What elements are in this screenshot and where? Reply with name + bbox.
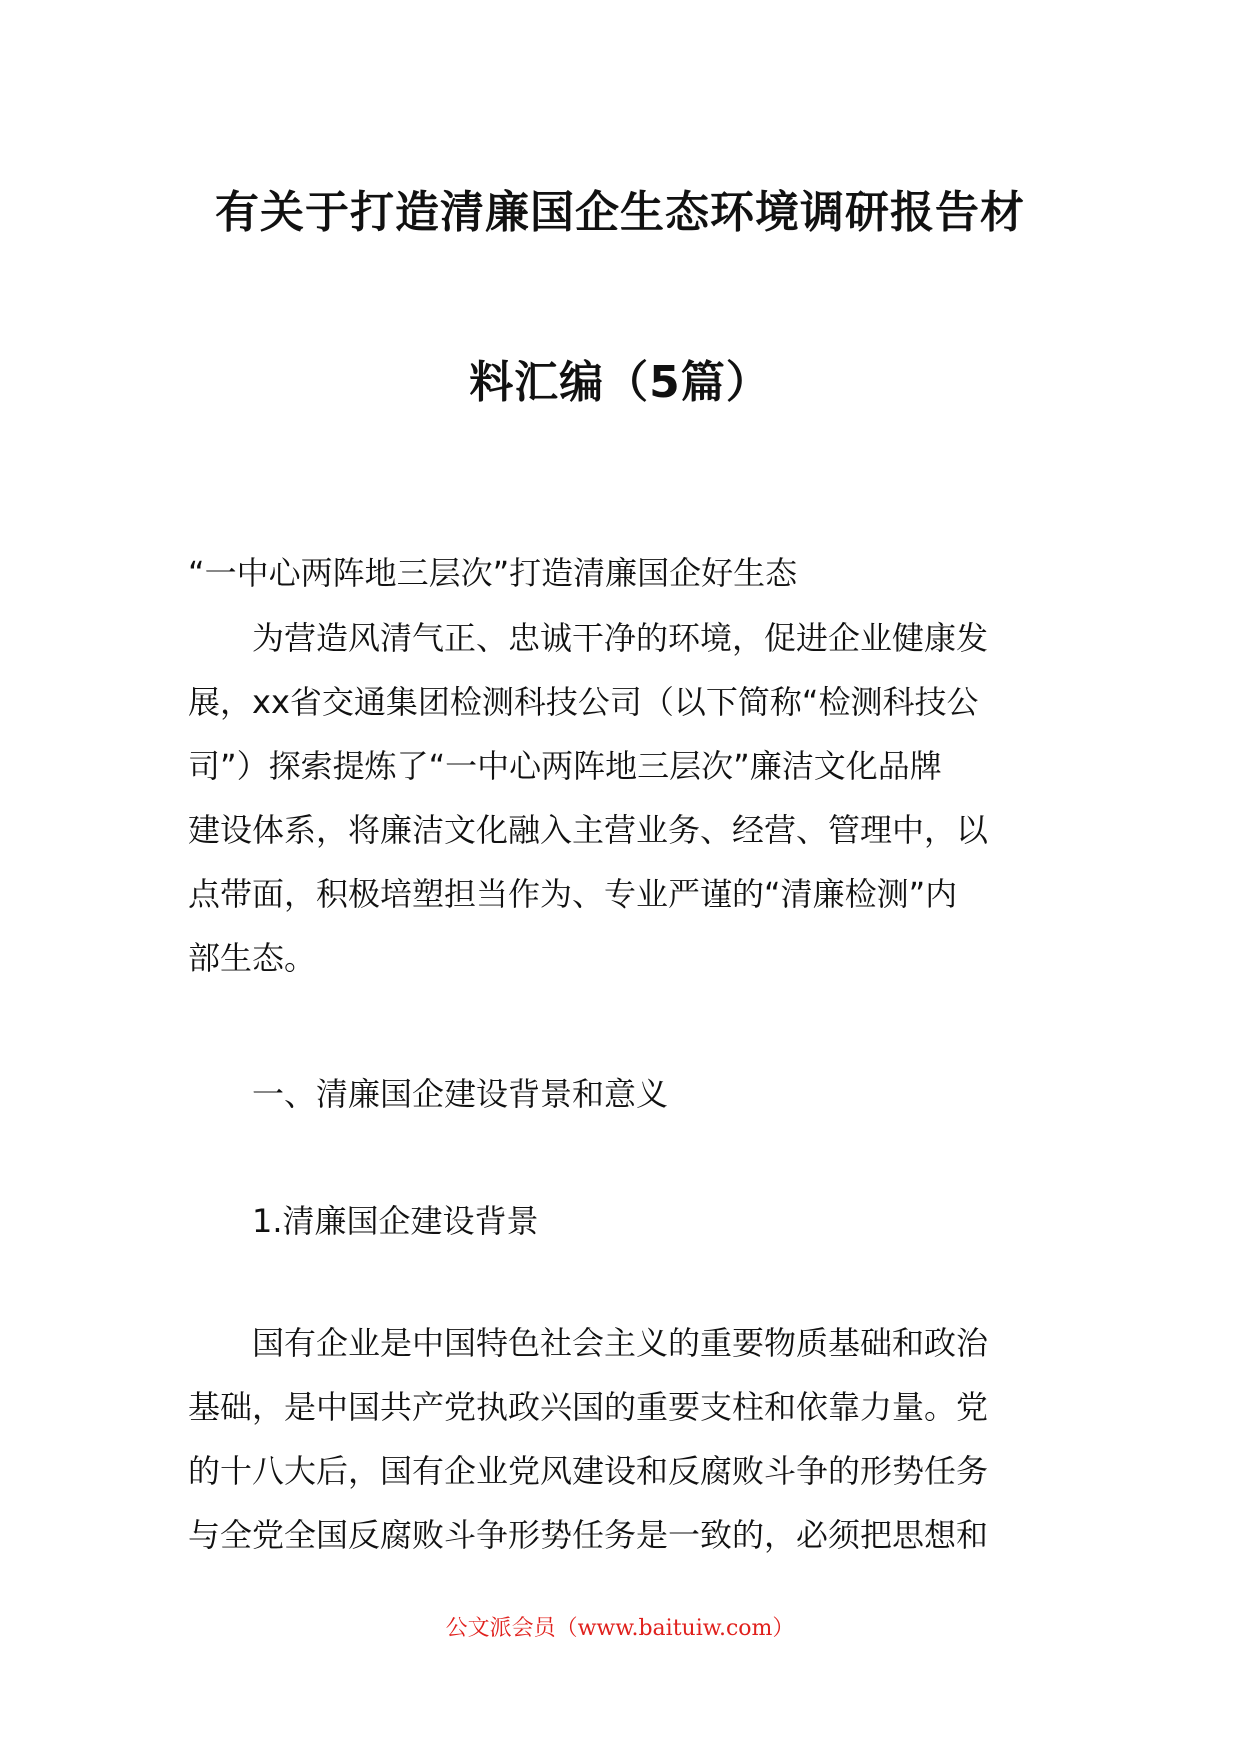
- paragraph-line: 部生态。: [188, 939, 317, 977]
- paragraph-1: [188, 606, 1058, 990]
- paragraph-line: 建设体系，将廉洁文化融入主营业务、经营、管理中，以: [188, 811, 989, 849]
- section-heading: 一、清廉国企建设背景和意义: [252, 1075, 669, 1113]
- paragraph-line: 司”）探索提炼了“一中心两阵地三层次”廉洁文化品牌: [188, 747, 942, 785]
- document-title-line-2: 料汇编（5篇）: [469, 357, 771, 408]
- paragraph-line: 展，xx省交通集团检测科技公司（以下简称“检测科技公: [188, 683, 979, 721]
- paragraph-line: 与全党全国反腐败斗争形势任务是一致的，必须把思想和: [188, 1516, 989, 1554]
- subsection-heading: 1.清廉国企建设背景: [252, 1202, 539, 1240]
- paragraph-line: 为营造风清气正、忠诚干净的环境，促进企业健康发: [252, 619, 989, 657]
- paragraph-2: [188, 1311, 1058, 1567]
- paragraph-line: 的十八大后，国有企业党风建设和反腐败斗争的形势任务: [188, 1452, 989, 1490]
- article-subtitle: “一中心两阵地三层次”打造清廉国企好生态: [188, 554, 798, 592]
- document-title-line-1: 有关于打造清廉国企生态环境调研报告材: [215, 187, 1025, 238]
- paragraph-line: 点带面，积极培塑担当作为、专业严谨的“清廉检测”内: [188, 875, 958, 913]
- paragraph-line: 国有企业是中国特色社会主义的重要物质基础和政治: [252, 1324, 989, 1362]
- paragraph-line: 基础，是中国共产党执政兴国的重要支柱和依靠力量。党: [188, 1388, 989, 1426]
- footer-watermark-link[interactable]: 公文派会员（www.baituiw.com）: [445, 1616, 795, 1641]
